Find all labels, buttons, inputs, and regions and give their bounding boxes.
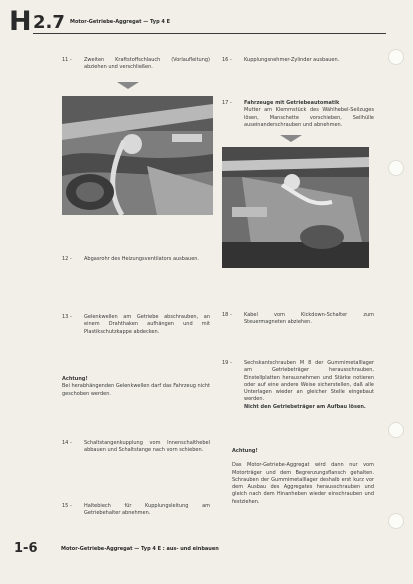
section-number: 2.7 xyxy=(33,12,65,33)
step-number: 15 - xyxy=(62,503,72,509)
warning-text: Das Motor-Getriebe-Aggregat wird dann nur vom Motorträger und dem Begrenzungsflansch gehalten. Schrauben der Gummimetalllager deshalb erst kurz vor dem Ausbau des Aggregates herausschrauben und gleich nach dem Hinanheben wieder einschrauben und festziehen. xyxy=(232,462,374,505)
step-19 xyxy=(222,360,374,411)
binder-hole xyxy=(388,513,404,529)
step-text: Sechskantschrauben M 8 der Gummimetalllager am Getriebeträger herausschrauben, Einstellplatten herausnehmen und Stärke notieren oder auf eine andere Weise sicherstellen, daß alle Unterlagen wieder an gleicher Stelle eingebaut werden. xyxy=(244,360,374,403)
warning-title: Achtung! xyxy=(232,448,258,454)
step-13 xyxy=(62,314,210,336)
binder-hole xyxy=(388,422,404,438)
step-number: 17 - xyxy=(222,100,232,106)
step-16 xyxy=(222,57,374,64)
binder-hole xyxy=(388,160,404,176)
step-15 xyxy=(62,503,210,518)
step-bold-note: Nicht den Getriebeträger am Aufbau lösen. xyxy=(244,403,366,410)
step-12 xyxy=(62,256,210,263)
warning-left xyxy=(62,376,210,398)
warning-text: Bei herabhängenden Gelenkwellen darf das Fahrzeug nicht geschoben werden. xyxy=(62,383,210,397)
photo-fuel-hose xyxy=(62,96,213,215)
step-number: 14 - xyxy=(62,440,72,446)
pointer-arrow xyxy=(280,135,302,142)
step-11 xyxy=(62,57,210,72)
binder-hole xyxy=(388,49,404,65)
step-number: 16 - xyxy=(222,57,232,63)
photo-selector-cable xyxy=(222,147,369,268)
step-text: Schaltstangenkupplung vom Innenschalthebel abbauen und Schaltstange nach vorn schieben. xyxy=(84,440,210,454)
warning-right xyxy=(232,448,374,506)
pointer-arrow xyxy=(117,82,139,89)
step-text: Zweiten Kraftstoffschlauch (Vorlaufleitung) abziehen und verschließen. xyxy=(84,57,210,71)
step-text: Abgasrohr des Heizungsventilators ausbauen. xyxy=(84,256,200,262)
step-18 xyxy=(222,312,374,327)
step-number: 11 - xyxy=(62,57,72,63)
step-number: 18 - xyxy=(222,312,232,318)
step-number: 12 - xyxy=(62,256,72,262)
footer-title: Motor-Getriebe-Aggregat — Typ 4 E : aus- und einbauen xyxy=(61,546,219,552)
warning-title: Achtung! xyxy=(62,376,88,382)
step-text: Gelenkwellen am Getriebe abschrauben, an einem Drahthaken aufhängen und mit Plastikschutzkappe abdecken. xyxy=(84,314,210,335)
step-text: Mutter am Klemmstück des Wählhebel-Seilzuges lösen, Manschette vorschieben, Seilhülle auseinanderschrauben und abnehmen. xyxy=(244,107,374,128)
page-number: 1-6 xyxy=(14,541,38,556)
step-14 xyxy=(62,440,210,455)
step-text: Kabel vom Kickdown-Schalter zum Steuermagneten abziehen. xyxy=(244,312,374,326)
step-title: Fahrzeuge mit Getriebeautomatik xyxy=(244,100,340,106)
step-text: Haltebiech für Kupplungsleitung am Getriebehalter abnehmen. xyxy=(84,503,210,517)
step-17 xyxy=(222,100,374,129)
section-letter: H xyxy=(9,6,32,37)
step-text: Kupplungsnehmer-Zylinder ausbauen. xyxy=(244,57,340,63)
step-number: 19 - xyxy=(222,360,232,366)
step-number: 13 - xyxy=(62,314,72,320)
header-rule xyxy=(33,33,386,34)
page-title: Motor-Getriebe-Aggregat — Typ 4 E xyxy=(70,19,171,25)
